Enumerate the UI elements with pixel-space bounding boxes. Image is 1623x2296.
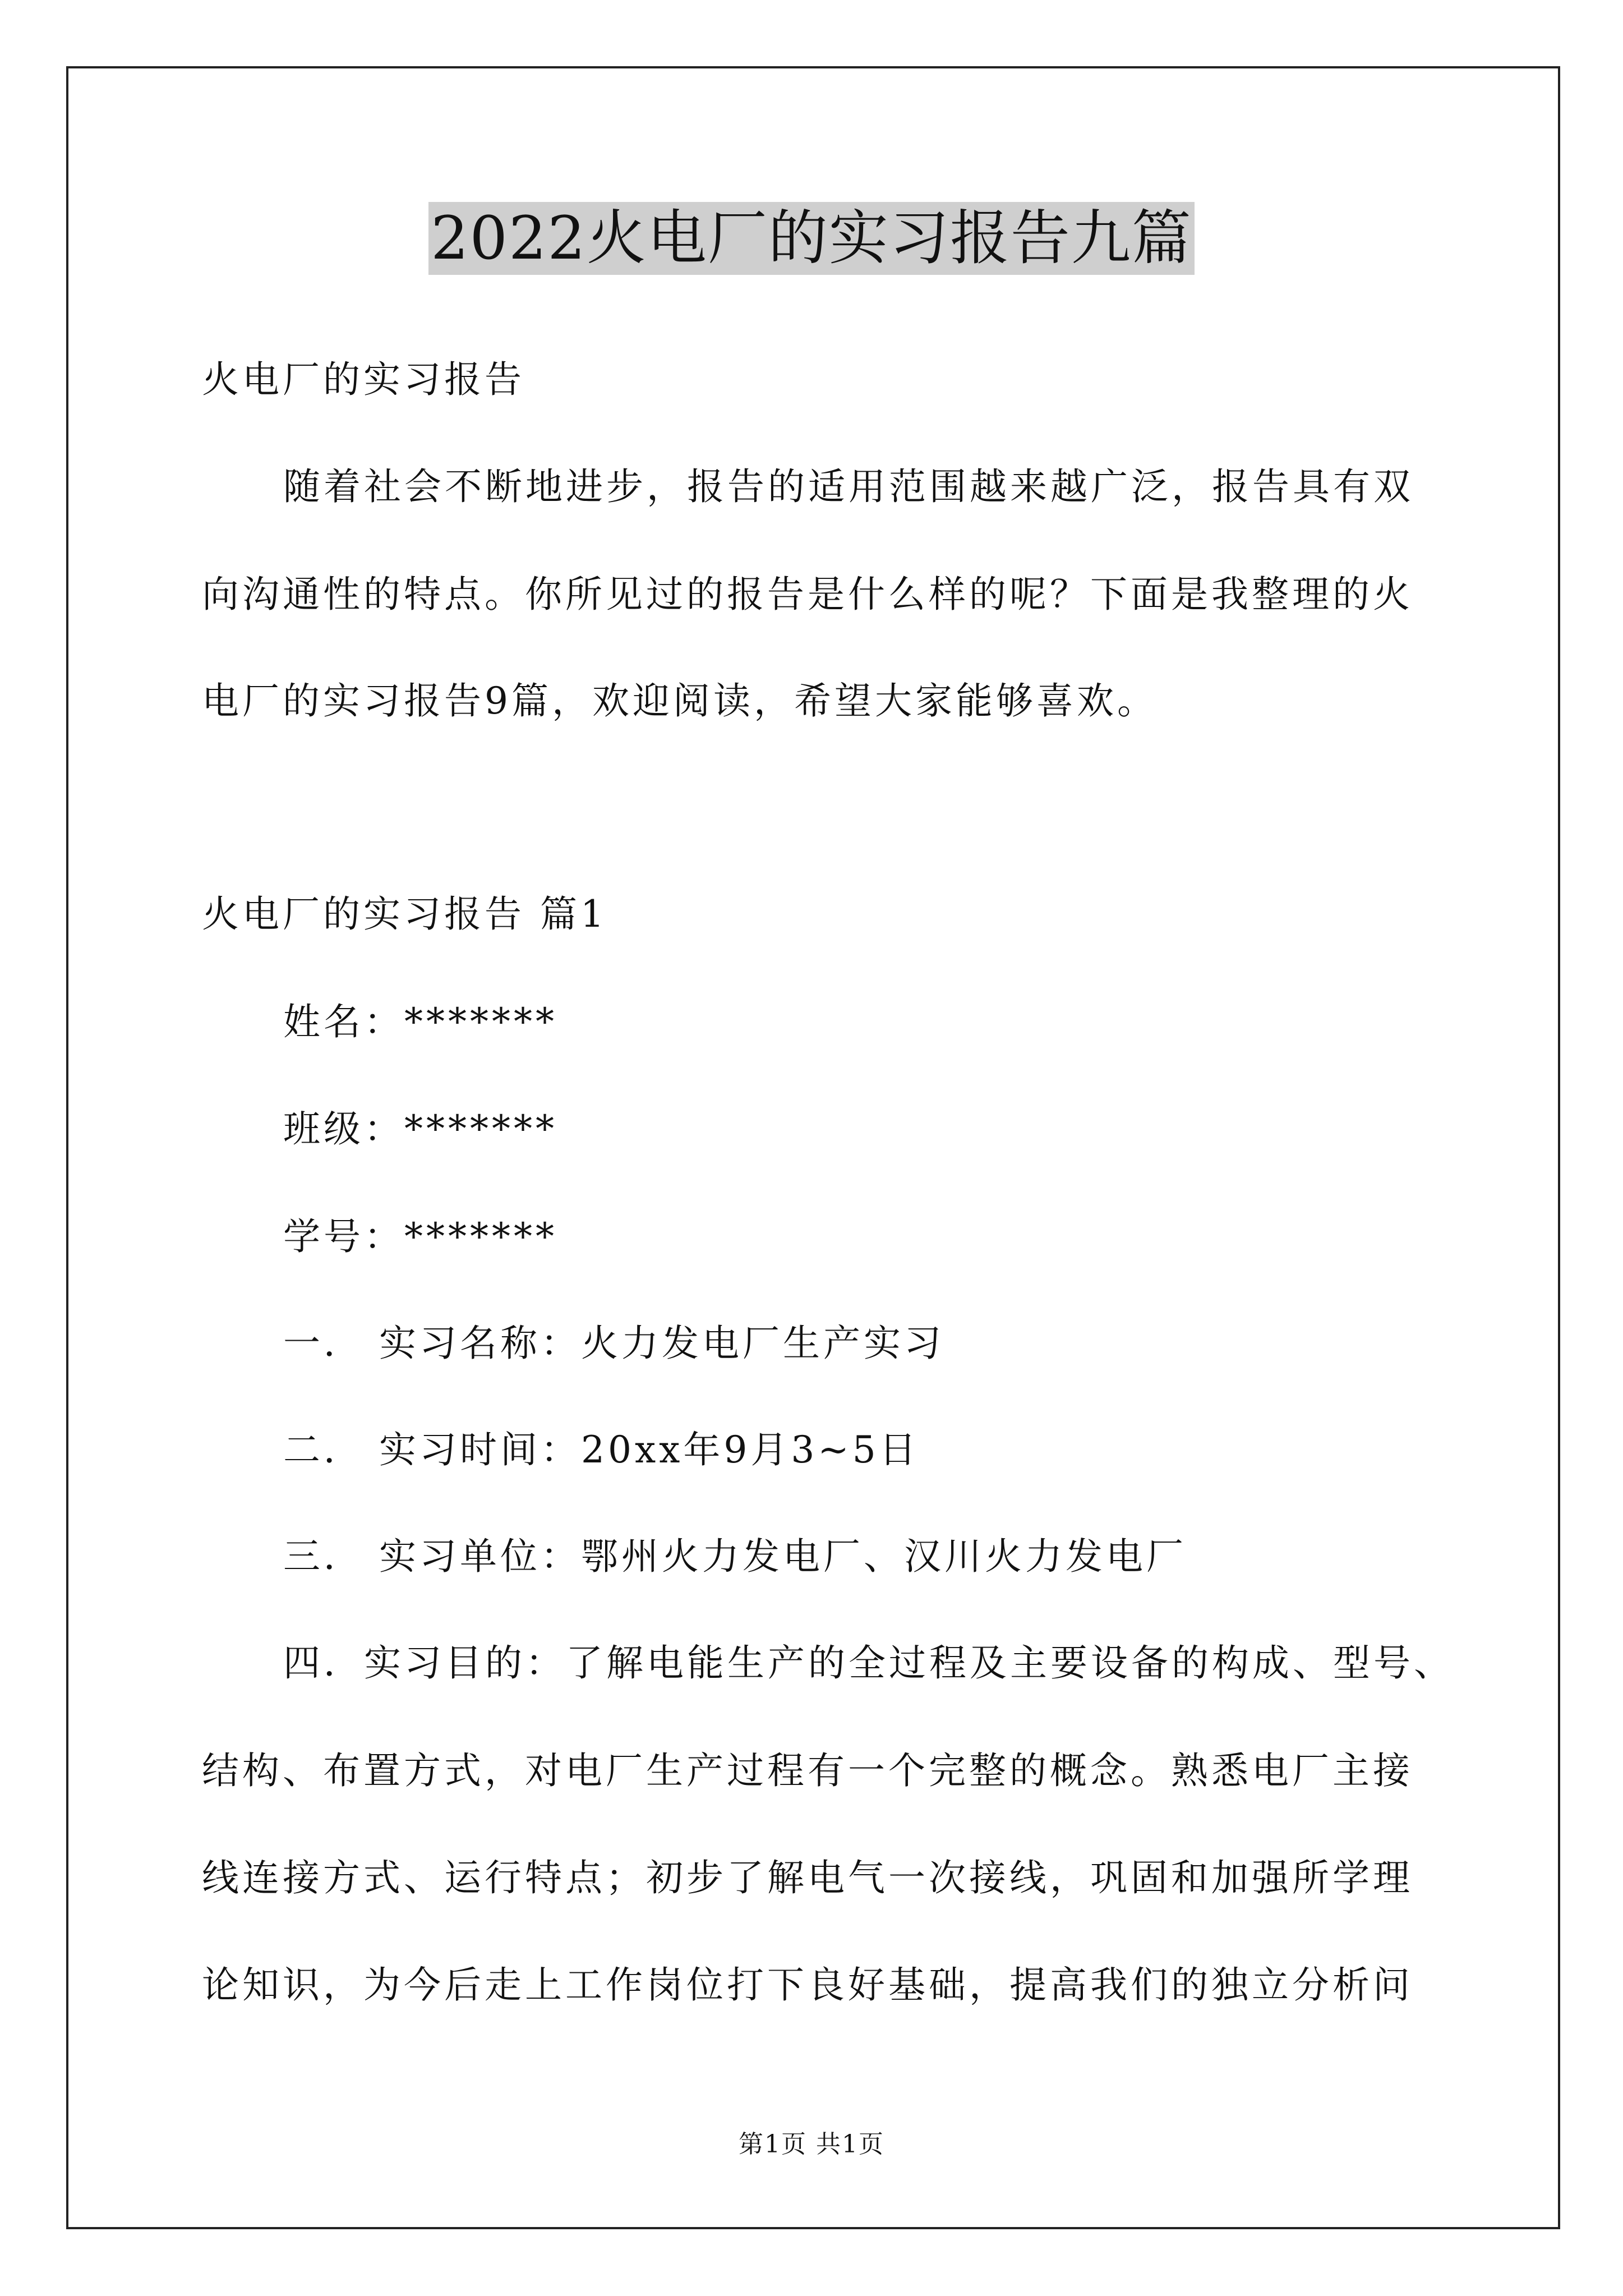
paragraph-line: 线连接方式、运行特点；初步了解电气一次接线，巩固和加强所学理 bbox=[202, 1856, 1413, 1899]
page-footer: 第1页 共1页 bbox=[739, 2130, 884, 2159]
section-heading: 火电厂的实习报告 bbox=[202, 358, 525, 401]
title-container bbox=[0, 202, 1623, 275]
list-item: 一． 实习名称：火力发电厂生产实习 bbox=[283, 1322, 944, 1365]
paragraph-line: 电厂的实习报告9篇，欢迎阅读，希望大家能够喜欢。 bbox=[202, 679, 1158, 723]
section-heading: 火电厂的实习报告 篇1 bbox=[202, 892, 607, 936]
paragraph-line: 随着社会不断地进步，报告的适用范围越来越广泛，报告具有双 bbox=[283, 465, 1414, 508]
list-item: 二． 实习时间：20xx年9月3~5日 bbox=[283, 1428, 920, 1471]
list-item: 三． 实习单位：鄂州火力发电厂、汉川火力发电厂 bbox=[283, 1535, 1187, 1578]
paragraph-line: 四．实习目的：了解电能生产的全过程及主要设备的构成、型号、 bbox=[283, 1641, 1454, 1685]
student-id-field: 学号：******* bbox=[283, 1215, 557, 1258]
paragraph-line: 向沟通性的特点。你所见过的报告是什么样的呢？下面是我整理的火 bbox=[202, 573, 1413, 616]
document-title: 2022火电厂的实习报告九篇 bbox=[428, 202, 1195, 275]
class-field: 班级：******* bbox=[283, 1107, 557, 1151]
paragraph-line: 结构、布置方式，对电厂生产过程有一个完整的概念。熟悉电厂主接 bbox=[202, 1749, 1413, 1792]
name-field: 姓名：******* bbox=[283, 1000, 557, 1043]
paragraph-line: 论知识，为今后走上工作岗位打下良好基础，提高我们的独立分析问 bbox=[202, 1963, 1413, 2007]
